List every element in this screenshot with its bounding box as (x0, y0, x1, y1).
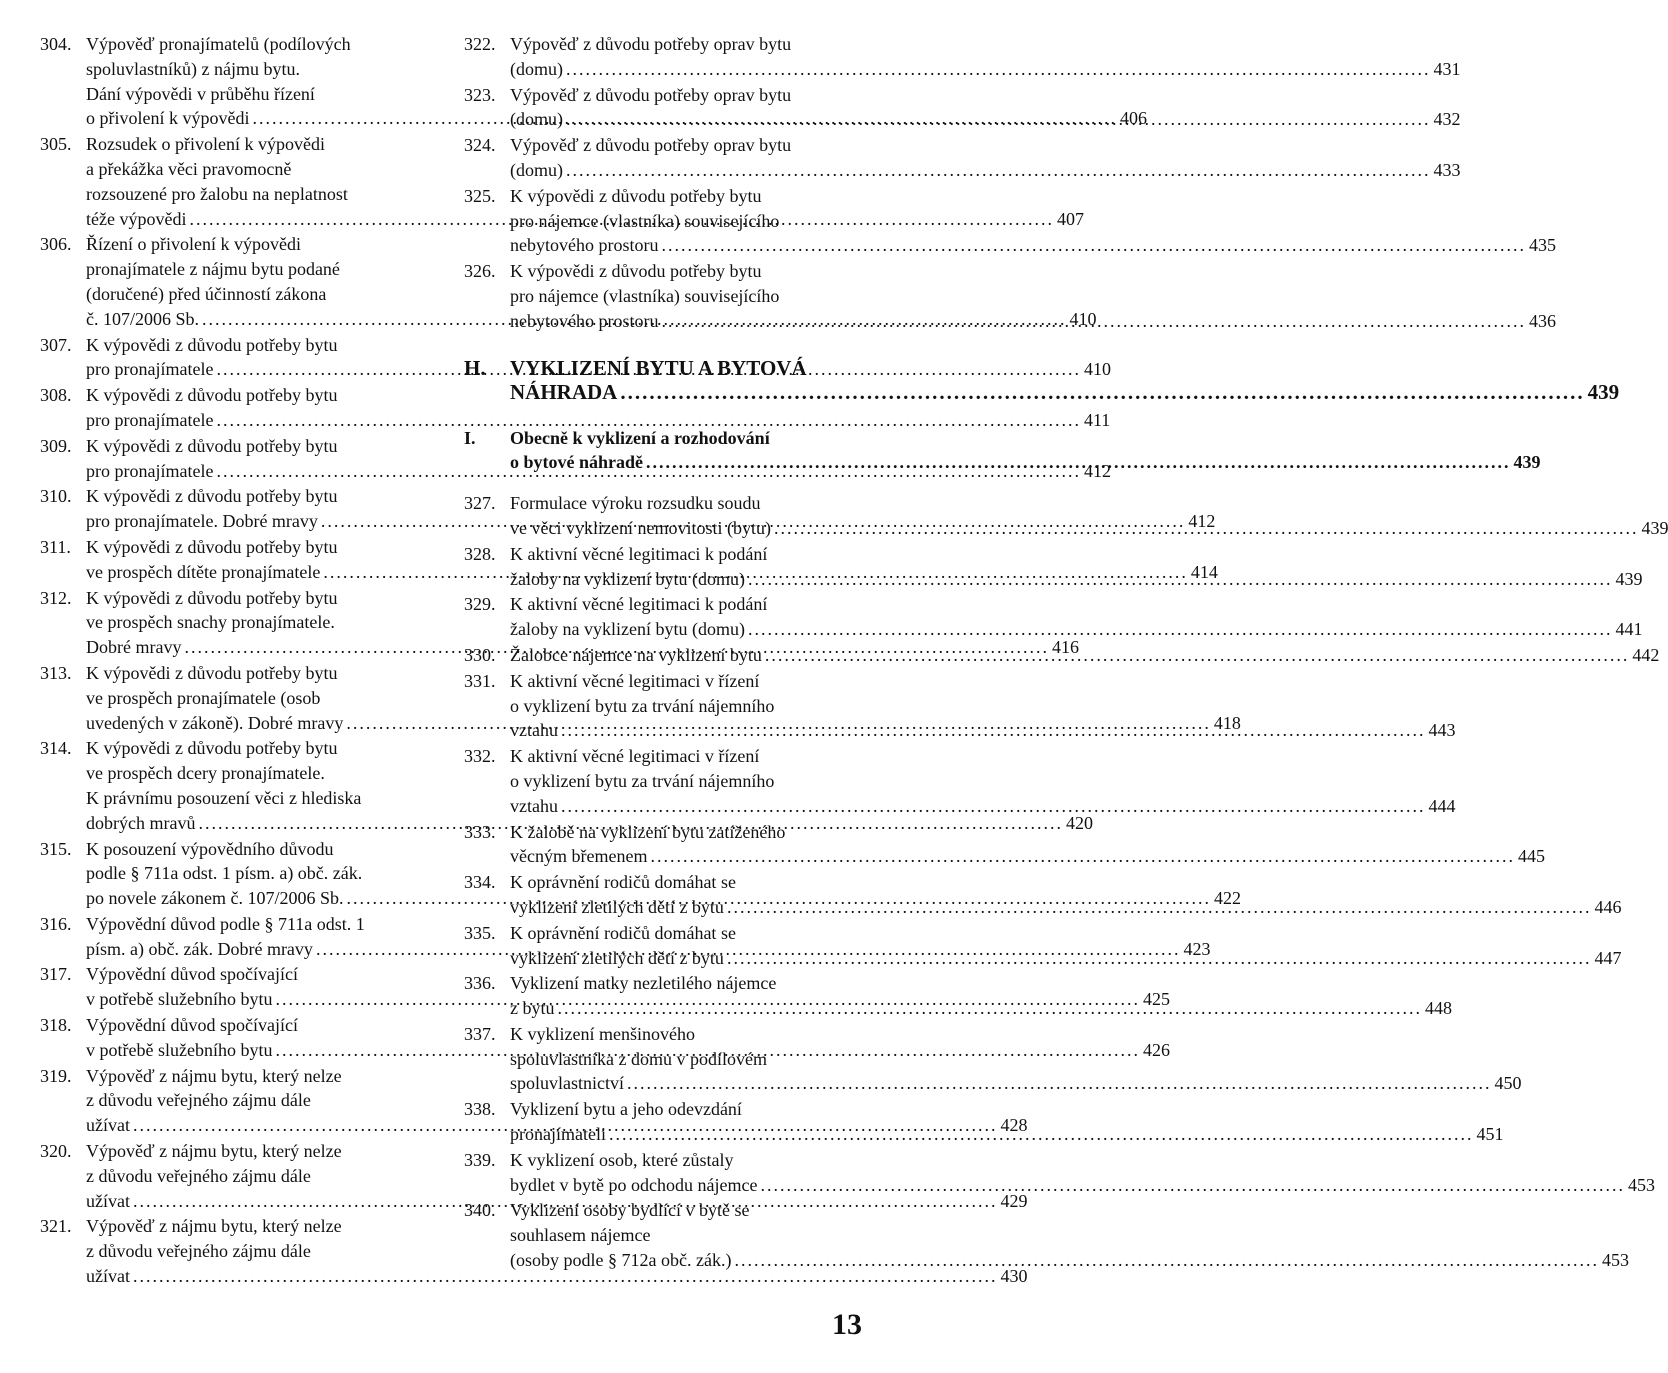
entry-title-line: K právnímu posouzení věci z hlediska (86, 787, 362, 808)
entry-title-line: o vyklizení bytu za trvání nájemního (510, 770, 775, 791)
toc-entry (464, 744, 1456, 818)
entry-number: 322. (464, 34, 496, 54)
entry-title-line: věcným břemenem (510, 846, 648, 867)
entry-title-line: Rozsudek o přivolení k výpovědi (86, 134, 325, 155)
entry-page: 410 (1083, 359, 1111, 380)
entry-title-line: Výpovědní důvod spočívající (86, 1015, 298, 1036)
dot-leader (748, 567, 1613, 592)
entry-number: 319. (40, 1065, 72, 1086)
entry-title-line: (doručené) před účinností zákona (86, 283, 327, 304)
entry-title-line: po novele zákonem č. 107/2006 Sb. (86, 888, 344, 909)
entry-number: 331. (464, 670, 496, 691)
entry-title (510, 32, 1461, 82)
entry-page: 425 (1142, 989, 1170, 1010)
dot-leader (734, 1248, 1599, 1273)
entry-title-line: pro pronajímatele (86, 359, 214, 380)
entry-page: 420 (1065, 812, 1093, 833)
entry-number: 312. (40, 587, 72, 608)
entry-page: 450 (1494, 1073, 1522, 1094)
entry-number: 337. (464, 1023, 496, 1044)
entry-number: 320. (40, 1141, 72, 1162)
dot-leader (748, 617, 1613, 642)
entry-number: 328. (464, 543, 496, 564)
entry-title-line: rozsouzené pro žalobu na neplatnost (86, 183, 348, 204)
entry-page: 439 (1615, 568, 1643, 589)
entry-title-line: Vyklizení bytu a jeho odevzdání (510, 1099, 742, 1120)
dot-leader (650, 844, 1515, 869)
dot-leader (627, 1071, 1492, 1096)
dot-leader (661, 233, 1526, 258)
entry-number: 339. (464, 1149, 496, 1170)
entry-page: 442 (1632, 644, 1660, 665)
entry-title (510, 1148, 1655, 1198)
dot-leader (774, 516, 1639, 541)
entry-title (510, 356, 1619, 404)
entry-title (510, 643, 1659, 668)
toc-entry (464, 1148, 1655, 1198)
entry-number: 311. (40, 536, 71, 557)
dot-leader (620, 380, 1584, 404)
entry-title-line: K výpovědi z důvodu potřeby bytu (86, 385, 338, 406)
entry-page: 422 (1213, 888, 1241, 909)
entry-title (510, 820, 1545, 870)
entry-title (510, 542, 1642, 592)
entry-title-line: Výpověď z důvodu potřeby oprav bytu (510, 34, 792, 54)
entry-title-line: VYKLIZENÍ BYTU A BYTOVÁ (510, 355, 807, 380)
entry-title-line: nebytového prostoru (510, 310, 659, 331)
entry-title-line: Vyklizení matky nezletilého nájemce (510, 973, 777, 994)
entry-page: 432 (1433, 109, 1461, 130)
entry-title-line: K oprávnění rodičů domáhat se (510, 872, 736, 893)
dot-leader (566, 57, 1431, 82)
entry-page: 428 (1000, 1115, 1028, 1136)
entry-title-line: pronajímateli (510, 1124, 606, 1145)
entry-title (510, 184, 1556, 258)
entry-page: 436 (1528, 310, 1556, 331)
entry-title (510, 744, 1455, 818)
dot-leader (727, 946, 1592, 971)
entry-title-line: K aktivní věcné legitimaci k podání (510, 543, 768, 564)
entry-number: 317. (40, 964, 72, 985)
entry-number: 316. (40, 913, 72, 934)
entry-number: 324. (464, 135, 496, 156)
entry-title-line: vyklizení zletilých dětí z bytu (510, 947, 724, 968)
entry-title (510, 921, 1621, 971)
entry-title-line: Výpověď z nájmu bytu, který nelze (86, 1141, 342, 1162)
entry-number: 327. (464, 493, 496, 514)
entry-page: 439 (1513, 452, 1541, 473)
dot-leader (646, 450, 1511, 475)
entry-page: 429 (1000, 1190, 1028, 1211)
entry-page: 423 (1183, 938, 1211, 959)
entry-number: 332. (464, 746, 496, 767)
entry-title-line: Výpověď pronajímatelů (podílových (86, 34, 351, 54)
entry-title-line: Formulace výroku rozsudku soudu (510, 493, 761, 514)
entry-title (510, 1198, 1629, 1272)
dot-leader (561, 718, 1426, 743)
entry-title-line: pro pronajímatele (86, 409, 214, 430)
entry-title (510, 83, 1461, 133)
entry-title-line: žaloby na vyklizení bytu (domu) (510, 568, 745, 589)
entry-title (510, 1022, 1522, 1096)
entry-title-line: pro pronajímatele. Dobré mravy (86, 511, 318, 532)
entry-title-line: z bytu (510, 998, 555, 1019)
entry-page: 418 (1213, 712, 1241, 733)
entry-page: 445 (1517, 846, 1545, 867)
entry-number: 336. (464, 973, 496, 994)
entry-title-line: č. 107/2006 Sb. (86, 308, 200, 329)
entry-title-line: v potřebě služebního bytu (86, 1039, 273, 1060)
entry-title (510, 133, 1461, 183)
entry-number: 315. (40, 838, 72, 859)
entry-page: 439 (1641, 517, 1668, 538)
entry-title-line: vyklizení zletilých dětí z bytu (510, 896, 724, 917)
entry-title-line: K oprávnění rodičů domáhat se (510, 922, 736, 943)
entry-number: 323. (464, 84, 496, 105)
entry-number: 305. (40, 134, 72, 155)
entry-page: 446 (1594, 896, 1622, 917)
dot-leader (566, 158, 1431, 183)
entry-page: 453 (1601, 1250, 1629, 1271)
entry-number: 334. (464, 872, 496, 893)
entry-title-line: ve prospěch snachy pronajímatele. (86, 612, 335, 633)
entry-page: 448 (1425, 998, 1452, 1019)
entry-title-line: K vyklizení menšinového (510, 1023, 695, 1044)
entry-number: I. (464, 427, 476, 448)
entry-page: 431 (1433, 58, 1461, 79)
entry-title-line: bydlet v bytě po odchodu nájemce (510, 1174, 758, 1195)
entry-page: 441 (1615, 619, 1643, 640)
entry-page: 435 (1528, 235, 1556, 256)
entry-title-line: o vyklizení bytu za trvání nájemního (510, 695, 775, 716)
entry-number: 310. (40, 486, 72, 507)
entry-number: 340. (464, 1200, 496, 1221)
toc-entry (464, 592, 1643, 642)
entry-title-line: K aktivní věcné legitimaci k podání (510, 594, 768, 615)
entry-title-line: K výpovědi z důvodu potřeby bytu (86, 435, 338, 456)
entry-title-line: vztahu (510, 720, 558, 741)
entry-title-line: K výpovědi z důvodu potřeby bytu (510, 185, 762, 206)
toc-entry (464, 133, 1461, 183)
entry-title-line: (domu) (510, 109, 563, 130)
entry-title-line: Vyklizení osoby bydlící v bytě se (510, 1200, 750, 1221)
entry-title-line: nebytového prostoru (510, 235, 659, 256)
entry-title-line: (domu) (510, 159, 563, 180)
entry-title-line: užívat (86, 1115, 130, 1136)
entry-number: 318. (40, 1015, 72, 1036)
entry-title-line: (domu) (510, 58, 563, 79)
entry-title-line: pro nájemce (vlastníka) souvisejícího (510, 210, 780, 231)
entry-title-line: Výpovědní důvod podle § 711a odst. 1 (86, 913, 365, 934)
entry-number: 325. (464, 185, 496, 206)
entry-number: 321. (40, 1216, 72, 1237)
entry-title-line: pronajímatele z nájmu bytu podané (86, 259, 340, 280)
entry-title-line: Výpověď z důvodu potřeby oprav bytu (510, 84, 792, 105)
dot-leader (661, 309, 1526, 334)
entry-title-line: K výpovědi z důvodu potřeby bytu (86, 662, 338, 683)
entry-title-line: K výpovědi z důvodu potřeby bytu (86, 486, 338, 507)
entry-title-line: (osoby podle § 712a obč. zák.) (510, 1250, 732, 1271)
entry-page: 410 (1069, 308, 1097, 329)
entry-title-line: Řízení o přivolení k výpovědi (86, 234, 301, 255)
entry-title (510, 491, 1668, 541)
page-number: 13 (832, 1308, 862, 1341)
entry-title-line: K aktivní věcné legitimaci v řízení (510, 670, 760, 691)
entry-page: 426 (1142, 1039, 1170, 1060)
entry-number: 313. (40, 662, 72, 683)
entry-page: 412 (1083, 460, 1111, 481)
entry-title (510, 426, 1541, 476)
entry-page: 414 (1190, 561, 1218, 582)
entry-page: 451 (1476, 1124, 1504, 1145)
dot-leader (760, 1173, 1625, 1198)
entry-title-line: o bytové náhradě (510, 452, 644, 473)
entry-page: 447 (1594, 947, 1622, 968)
entry-title-line: Žalobce nájemce na vyklizení bytu (510, 644, 762, 665)
entry-number: 304. (40, 34, 72, 54)
entry-title-line: podle § 711a odst. 1 písm. a) obč. zák. (86, 863, 363, 884)
entry-page: 433 (1433, 159, 1461, 180)
entry-page: 430 (1000, 1266, 1028, 1287)
entry-title-line: K výpovědi z důvodu potřeby bytu (86, 587, 338, 608)
entry-title-line: ve věci vyklizení nemovitosti (bytu) (510, 517, 771, 538)
entry-title (510, 870, 1621, 920)
entry-number: 307. (40, 334, 72, 355)
entry-title-line: Výpověď z důvodu potřeby oprav bytu (510, 135, 792, 156)
dot-leader (558, 996, 1423, 1021)
entry-title-line: souhlasem nájemce (510, 1225, 651, 1246)
entry-number: 308. (40, 385, 72, 406)
entry-title-line: užívat (86, 1266, 130, 1287)
entry-title-line: Výpověď z nájmu bytu, který nelze (86, 1065, 342, 1086)
entry-page: 412 (1188, 511, 1216, 532)
entry-title-line: vztahu (510, 795, 558, 816)
entry-title (510, 259, 1556, 333)
entry-page: 406 (1119, 108, 1147, 129)
entry-number: 330. (464, 644, 496, 665)
entry-title-line: K aktivní věcné legitimaci v řízení (510, 746, 760, 767)
dot-leader (561, 794, 1426, 819)
entry-title (510, 971, 1452, 1021)
entry-title-line: K výpovědi z důvodu potřeby bytu (510, 261, 762, 282)
entry-title-line: pro pronajímatele (86, 460, 214, 481)
entry-title-line: žaloby na vyklizení bytu (domu) (510, 619, 745, 640)
entry-title-line: K výpovědi z důvodu potřeby bytu (86, 738, 338, 759)
entry-title-line: z důvodu veřejného zájmu dále (86, 1090, 311, 1111)
entry-title-line: K žalobě na vyklizení bytu zatíženého (510, 821, 786, 842)
dot-leader (609, 1122, 1474, 1147)
entry-title-line: K výpovědi z důvodu potřeby bytu (86, 536, 338, 557)
entry-title-line: téže výpovědi (86, 208, 187, 229)
entry-page: 453 (1627, 1174, 1655, 1195)
entry-number: 329. (464, 594, 496, 615)
entry-page: 411 (1083, 409, 1111, 430)
entry-title-line: K posouzení výpovědního důvodu (86, 838, 334, 859)
entry-number: 338. (464, 1099, 496, 1120)
entry-title-line: Výpověď z nájmu bytu, který nelze (86, 1216, 342, 1237)
entry-title-line: Dobré mravy (86, 637, 182, 658)
entry-number: 335. (464, 922, 496, 943)
entry-title-line: pro nájemce (vlastníka) souvisejícího (510, 285, 780, 306)
dot-leader (765, 643, 1630, 668)
entry-title-line: v potřebě služebního bytu (86, 989, 273, 1010)
entry-title-line: spoluvlastníků) z nájmu bytu. (86, 58, 300, 79)
entry-title-line: a překážka věci pravomocně (86, 158, 292, 179)
entry-title-line: Výpovědní důvod spočívající (86, 964, 298, 985)
entry-title-line: spoluvlastníka z domu v podílovém (510, 1048, 767, 1069)
entry-page: 407 (1056, 208, 1084, 229)
entry-title-line: z důvodu veřejného zájmu dále (86, 1165, 311, 1186)
entry-title-line: ve prospěch dítěte pronajímatele (86, 561, 321, 582)
entry-title-line: uvedených v zákoně). Dobré mravy (86, 712, 344, 733)
entry-title-line: Obecně k vyklizení a rozhodování (510, 427, 770, 448)
entry-number: H. (464, 355, 486, 380)
entry-title-line: o přivolení k výpovědi (86, 108, 250, 129)
entry-title-line: Dání výpovědi v průběhu řízení (86, 83, 315, 104)
entry-number: 306. (40, 234, 72, 255)
entry-title-line: dobrých mravů (86, 812, 196, 833)
entry-number: 309. (40, 435, 72, 456)
entry-title (510, 592, 1642, 642)
entry-title (510, 1097, 1503, 1147)
entry-page: 444 (1428, 795, 1456, 816)
entry-number: 333. (464, 821, 496, 842)
dot-leader (566, 107, 1431, 132)
dot-leader (727, 895, 1592, 920)
entry-page: 439 (1587, 379, 1620, 404)
entry-title-line: písm. a) obč. zák. Dobré mravy (86, 938, 313, 959)
entry-title-line: z důvodu veřejného zájmu dále (86, 1241, 311, 1262)
toc-entry (464, 32, 1461, 82)
entry-title (510, 669, 1455, 743)
entry-title-line: ve prospěch pronajímatele (osob (86, 687, 321, 708)
entry-number: 314. (40, 738, 72, 759)
entry-page: 443 (1428, 720, 1456, 741)
entry-page: 416 (1051, 637, 1079, 658)
entry-title-line: užívat (86, 1190, 130, 1211)
entry-number: 326. (464, 261, 496, 282)
entry-title-line: NÁHRADA (510, 379, 618, 404)
entry-title-line: K výpovědi z důvodu potřeby bytu (86, 334, 338, 355)
entry-title-line: K vyklizení osob, které zůstaly (510, 1149, 734, 1170)
entry-title-line: spoluvlastnictví (510, 1073, 624, 1094)
entry-title-line: ve prospěch dcery pronajímatele. (86, 763, 325, 784)
